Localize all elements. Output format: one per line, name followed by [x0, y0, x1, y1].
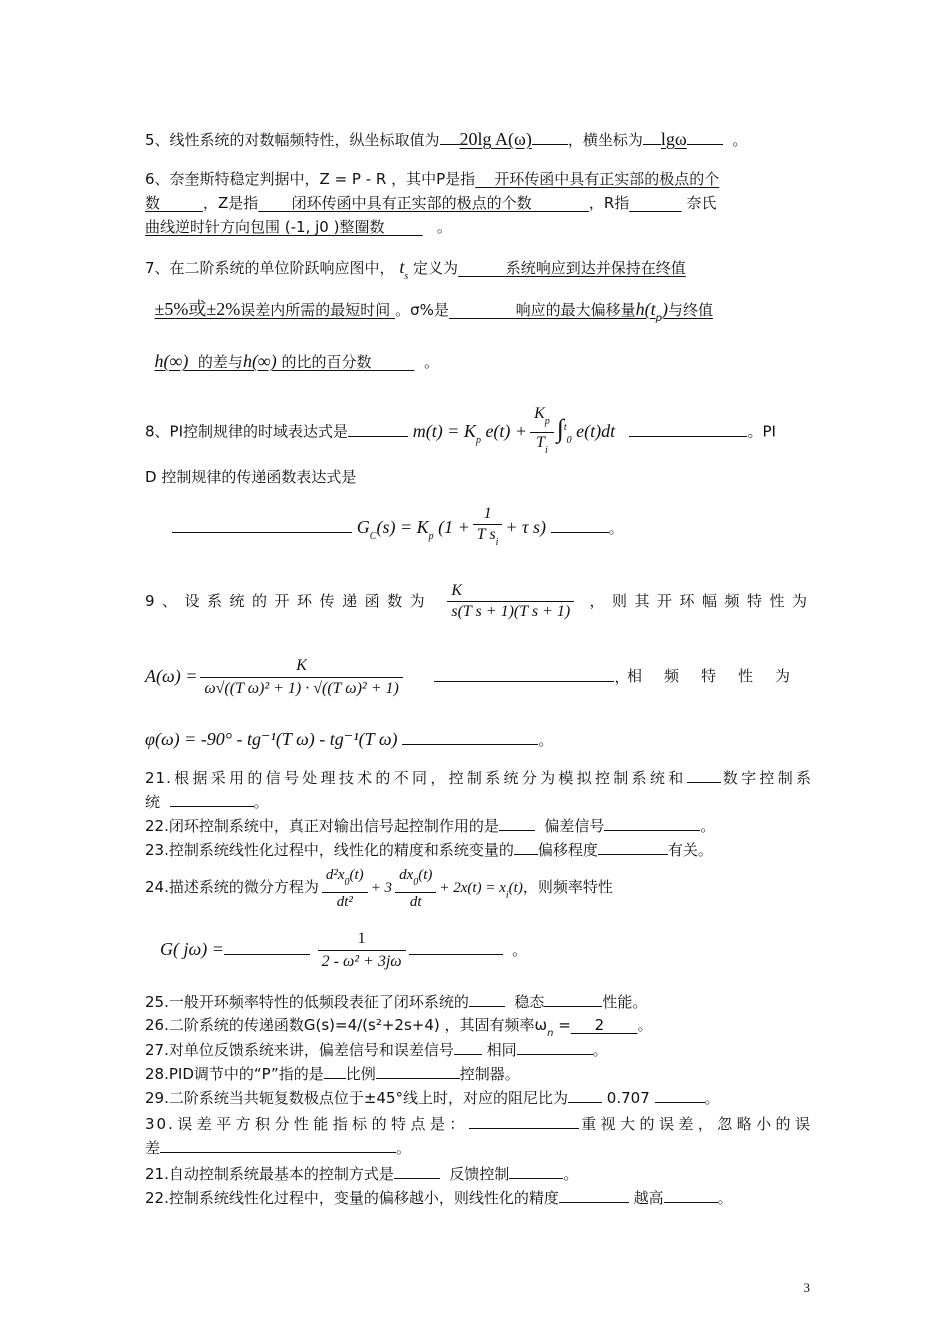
item-21a-answer: 数字控制系: [720, 769, 812, 787]
q7-answer-sigma-cont: h(∞) 的差与h(∞) 的比的百分数: [154, 351, 372, 371]
item-21a-line2: [145, 790, 812, 813]
item-30: [145, 1112, 812, 1135]
q7-answer-ts-cont: ±5%或±2%误差内所需的最短时间: [154, 299, 391, 319]
q5-mid: ，横坐标为: [567, 131, 643, 149]
q9-mid: ，则其开环幅频特性为: [589, 592, 812, 610]
item-26-end: 。: [637, 1016, 653, 1034]
item-28-answer: 比例: [345, 1065, 376, 1083]
item-21a: [145, 766, 812, 789]
q24-prefix: 24.描述系统的微分方程为: [145, 878, 319, 896]
item-21a-answer-cont: 统: [145, 793, 161, 811]
item-22b: [145, 1186, 812, 1209]
q6-r-label: ，R指: [588, 194, 630, 212]
question-8-line1: [145, 404, 812, 456]
q8-suffix: 。PI: [747, 422, 776, 441]
q8-pid-end: 。: [608, 519, 624, 537]
q24-suffix: ，则频率特性: [522, 878, 613, 896]
item-21a-end: 。: [253, 793, 269, 811]
question-5: [145, 128, 812, 151]
q9-amp-suffix: ，: [614, 668, 630, 686]
q6-answer-r-start: 奈氏: [686, 194, 717, 212]
question-7-line3: [145, 350, 812, 373]
item-28-end: 控制器。: [459, 1065, 520, 1083]
item-27-answer: 相同: [486, 1041, 517, 1059]
q5-prefix: 5、线性系统的对数幅频特性，纵坐标取值为: [145, 131, 440, 149]
item-29-end: 。: [704, 1089, 720, 1107]
q6-end: 。: [436, 218, 452, 236]
item-23-answer: 偏移程度: [537, 841, 598, 859]
item-30-answer-cont: 差: [145, 1139, 161, 1157]
item-22b-end: 。: [717, 1189, 733, 1207]
page-number: 3: [803, 1280, 810, 1295]
question-7-line2: [145, 298, 812, 330]
item-25: [145, 990, 812, 1013]
item-22a-answer: 偏差信号: [544, 817, 605, 835]
q8-pid-expression: $G_C(s) = K_p$ (1 + $\frac{1}{T s_i}$ + τ s): [357, 517, 546, 537]
q9-amp-expression: A(ω) = $\frac{K}{\text{ω√((T ω)² + 1) · √((T ω)² + 1)}}$: [145, 666, 406, 686]
q24-g-fraction: $\frac{1}{\text{2 - ω² + 3jω}}$: [318, 928, 406, 973]
q9-phase-label: 相频特性为: [626, 667, 812, 685]
item-21b: [145, 1162, 812, 1185]
question-6-line3: [145, 216, 812, 238]
q6-answer-p: 开环传函中具有正实部的极点的个: [494, 170, 720, 188]
item-22a-text: 22.闭环控制系统中，真正对输出信号起控制作用的是: [145, 817, 499, 835]
q9-phase-expression: φ(ω) = -90° - tg⁻¹(T ω) - tg⁻¹(T ω): [145, 729, 398, 749]
item-29-text: 29.二阶系统当共轭复数极点位于±45°线上时，对应的阻尼比为: [145, 1089, 569, 1107]
q6-answer-p-cont: 数: [145, 194, 161, 212]
question-6-line2: [145, 192, 812, 214]
item-22b-text: 22.控制系统线性化过程中，变量的偏移越小，则线性化的精度: [145, 1189, 559, 1207]
item-25-answer: 稳态: [514, 993, 545, 1011]
item-27: [145, 1038, 812, 1061]
question-24: [145, 864, 812, 910]
q7-answer-sigma-end: 与终值: [668, 301, 714, 319]
q9-phase-end: 。: [538, 731, 554, 749]
item-29: [145, 1086, 812, 1109]
q6-answer-r-cont: 曲线逆时针方向包围 (-1, j0 )整圈数: [145, 218, 385, 236]
item-21b-text: 21.自动控制系统最基本的控制方式是: [145, 1165, 394, 1183]
q24-g-left: G( jω) =: [160, 939, 224, 959]
q7-answer-ts: 系统响应到达并保持在终值: [505, 259, 686, 277]
question-9-amplitude: [145, 648, 812, 704]
item-28: [145, 1062, 812, 1085]
q8-prefix: 8、PI控制规律的时域表达式是: [145, 422, 349, 441]
item-26-eq: =: [558, 1016, 571, 1034]
item-22a: [145, 814, 812, 837]
question-6-line1: [145, 168, 812, 190]
item-27-end: 。: [592, 1041, 608, 1059]
question-8-line2: [145, 466, 812, 488]
item-30-text: 30.误差平方积分性能指标的特点是：: [145, 1115, 469, 1133]
question-9-phase: [145, 728, 812, 751]
item-23-end: 有关。: [667, 841, 713, 859]
item-25-end: 性能。: [602, 993, 648, 1011]
item-30-end: 。: [396, 1139, 412, 1157]
q7-end: 。: [424, 353, 440, 371]
item-30-line2: [145, 1136, 812, 1159]
q9-prefix: 9、设系统的开环传递函数为: [145, 592, 433, 610]
q24-equation: $\frac{d^2x_0(t)}{\text{dt²}}$ + 3 $\frac{dx_0(t)}{dt}$ + $2x(t) = x_i(t)$: [319, 880, 523, 896]
q7-prefix: 7、在二阶系统的单位阶跃响应图中，: [145, 259, 395, 277]
item-21b-answer: 反馈控制: [449, 1165, 510, 1183]
q5-end: 。: [732, 131, 748, 149]
item-26-text: 26.二阶系统的传递函数G(s)=4/(s²+2s+4) ，其固有频率ω: [145, 1016, 548, 1034]
q6-z-label: ，Z是指: [202, 194, 259, 212]
q7-sigma: 。σ%是: [395, 301, 449, 319]
q5-answer1: 20lg A(ω): [459, 129, 532, 149]
item-25-text: 25.一般开环频率特性的低频段表征了闭环系统的: [145, 993, 469, 1011]
q8-line2: D 控制规律的传递函数表达式是: [145, 468, 357, 486]
item-22a-end: 。: [700, 817, 716, 835]
item-26-sub: n: [547, 1028, 554, 1039]
item-30-answer: 重视大的误差，忽略小的误: [578, 1115, 812, 1133]
q6-answer-z: 闭环传函中具有正实部的极点的个数: [291, 194, 532, 212]
item-21a-text: 21.根据采用的信号处理技术的不同，控制系统分为模拟控制系统和: [145, 769, 687, 787]
q7-def: 定义为: [413, 259, 459, 277]
item-28-text: 28.PID调节中的“P”指的是: [145, 1065, 324, 1083]
item-23: [145, 838, 812, 861]
q7-answer-sigma: 响应的最大偏移量$h(t_p)$: [515, 299, 668, 324]
q6-prefix: 6、奈奎斯特稳定判据中，Z = P - R ，其中P是指: [145, 170, 476, 188]
q5-answer2: lgω: [660, 129, 687, 149]
question-9-line1: [145, 578, 812, 624]
item-23-text: 23.控制系统线性化过程中，线性化的精度和系统变量的: [145, 841, 514, 859]
item-27-text: 27.对单位反馈系统来讲，偏差信号和误差信号: [145, 1041, 454, 1059]
question-8-pid: [172, 504, 812, 550]
q7-ts: $t_s$: [399, 257, 409, 282]
q6-answer-r: [629, 194, 681, 212]
q8-expression: $m(t) = K_p$ e(t) + $\frac{K_p}{T_i}$ ∫$^t_0$ e(t)dt: [413, 421, 615, 441]
q9-transfer-function: $\frac{K}{\text{s(T s + 1)(T s + 1)}}$: [447, 581, 574, 622]
question-24-freq: [160, 924, 812, 974]
question-7-line1: [145, 256, 812, 288]
item-22b-answer: 越高: [633, 1189, 664, 1207]
item-29-answer: 0.707: [606, 1089, 650, 1107]
item-26-answer: 2: [594, 1016, 605, 1034]
q24-end: 。: [512, 941, 528, 959]
item-21b-end: 。: [563, 1165, 579, 1183]
